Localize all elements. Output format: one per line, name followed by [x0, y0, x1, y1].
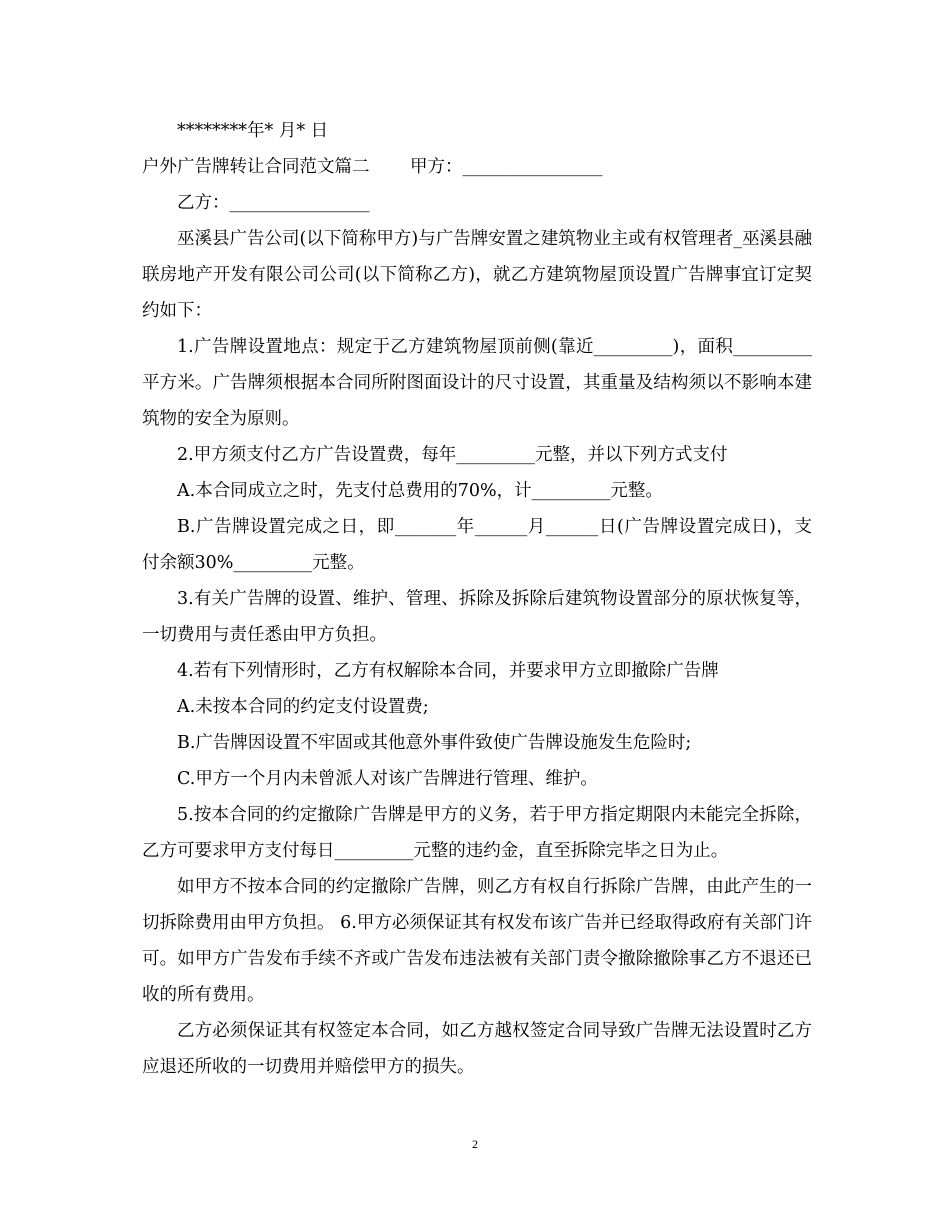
party-b-line: 乙方：________________	[177, 193, 370, 213]
paragraph-clause-2b: B.广告牌设置完成之日，即_______年______月______日(广告牌设置完成日)，支付余额30%_________元整。	[142, 517, 812, 573]
paragraph-clause-5: 5.按本合同的约定撤除广告牌是甲方的义务，若于甲方指定期限内未能完全拆除，乙方可要求甲方支付每日_________元整的违约金，直至拆除完毕之日为止。	[142, 805, 812, 861]
paragraph-clause-5-cont: 如甲方不按本合同的约定撤除广告牌，则乙方有权自行拆除广告牌，由此产生的一切拆除费用由甲方负担。 6.甲方必须保证其有权发布该广告并已经取得政府有关部门许可。如甲方广告发布手续不齐或广告发布违法被有关部门责令撤除撤除事乙方不退还已收的所有费用。	[142, 877, 812, 1005]
paragraph-clause-1: 1.广告牌设置地点：规定于乙方建筑物屋顶前侧(靠近_________)，面积_________平方米。广告牌须根据本合同所附图面设计的尺寸设置，其重量及结构须以不影响本建筑物的安全为原则。	[142, 337, 812, 429]
contract-title-line: 户外广告牌转让合同范文篇二 甲方：________________	[142, 157, 603, 177]
paragraph-clause-3: 3.有关广告牌的设置、维护、管理、拆除及拆除后建筑物设置部分的原状恢复等，一切费用与责任悉由甲方负担。	[142, 589, 812, 645]
paragraph-clause-4c: C.甲方一个月内未曾派人对该广告牌进行管理、维护。	[177, 769, 598, 789]
paragraph-clause-4b: B.广告牌因设置不牢固或其他意外事件致使广告牌设施发生危险时;	[177, 733, 692, 753]
paragraph-clause-2: 2.甲方须支付乙方广告设置费，每年_________元整，并以下列方式支付	[177, 445, 728, 465]
date-line: ********年* 月* 日	[177, 121, 329, 141]
document-body	[142, 113, 812, 1085]
paragraph-clause-4: 4.若有下列情形时，乙方有权解除本合同，并要求甲方立即撤除广告牌	[177, 661, 719, 681]
paragraph-intro: 巫溪县广告公司(以下简称甲方)与广告牌安置之建筑物业主或有权管理者_巫溪县融联房地产开发有限公司公司(以下简称乙方)，就乙方建筑物屋顶设置广告牌事宜订定契约如下：	[142, 229, 812, 321]
paragraph-clause-2a: A.本合同成立之时，先支付总费用的70%，计_________元整。	[177, 481, 663, 501]
page-number: 2	[472, 1137, 478, 1151]
paragraph-closing: 乙方必须保证其有权签定本合同，如乙方越权签定合同导致广告牌无法设置时乙方应退还所收的一切费用并赔偿甲方的损失。	[142, 1021, 812, 1077]
paragraph-clause-4a: A.未按本合同的约定支付设置费;	[177, 697, 429, 717]
